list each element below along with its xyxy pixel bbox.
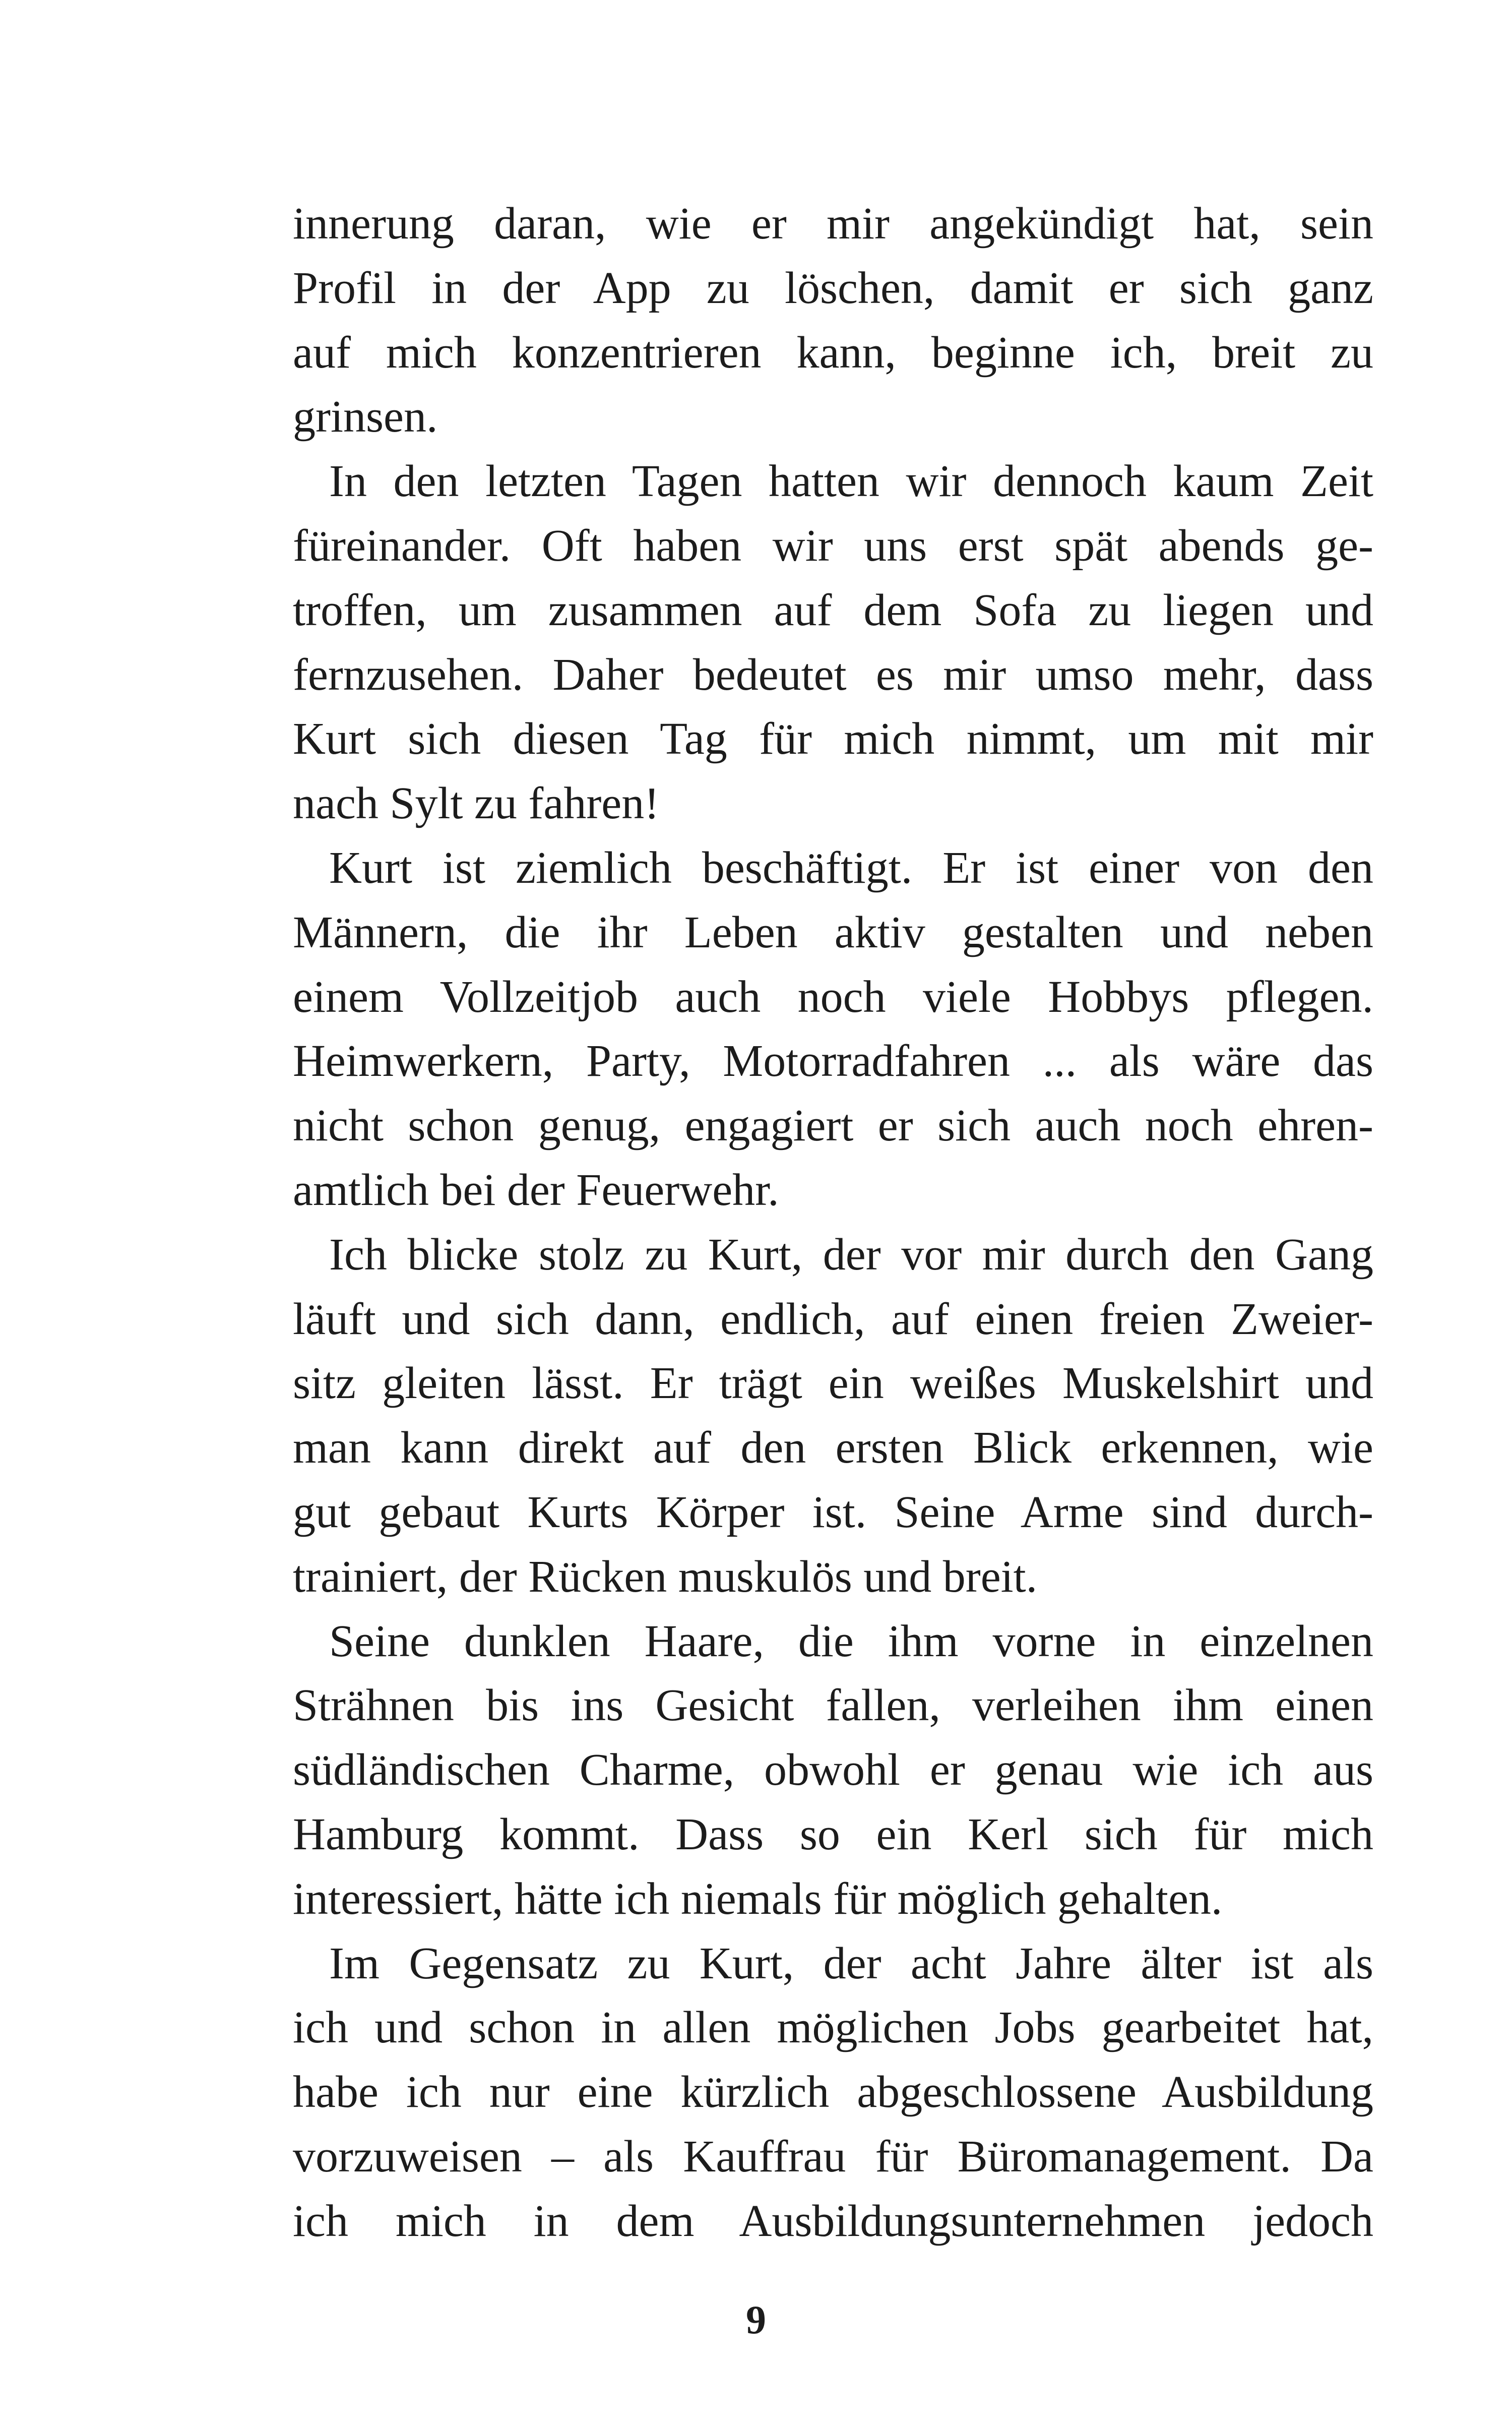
text-line: In den letzten Tagen hatten wir dennoch kaum Zeit <box>329 456 1373 507</box>
text-line: troffen, um zusammen auf dem Sofa zu liegen und <box>293 585 1373 635</box>
text-line: Ich blicke stolz zu Kurt, der vor mir durch den Gang <box>329 1229 1373 1280</box>
paragraph <box>293 836 1373 1223</box>
text-line: vorzuweisen – als Kauffrau für Büromanagement. Da <box>293 2131 1373 2182</box>
text-line: Profil in der App zu löschen, damit er sich ganz <box>293 263 1373 313</box>
text-line: gut gebaut Kurts Körper ist. Seine Arme sind durch- <box>293 1487 1373 1537</box>
text-line: Hamburg kommt. Dass so ein Kerl sich für mich <box>293 1809 1373 1859</box>
text-line: südländischen Charme, obwohl er genau wie ich aus <box>293 1745 1373 1795</box>
text-line: Im Gegensatz zu Kurt, der acht Jahre älter ist als <box>329 1938 1373 1988</box>
text-line: interessiert, hätte ich niemals für möglich gehalten. <box>293 1873 1223 1924</box>
text-line: Männern, die ihr Leben aktiv gestalten und neben <box>293 907 1373 957</box>
body-text <box>293 192 1373 2254</box>
text-line: sitz gleiten lässt. Er trägt ein weißes Muskelshirt und <box>293 1358 1373 1409</box>
paragraph <box>293 1931 1373 2254</box>
paragraph <box>293 1223 1373 1609</box>
text-line: auf mich konzentrieren kann, beginne ich, breit zu <box>293 327 1373 378</box>
text-line: innerung daran, wie er mir angekündigt hat, sein <box>293 199 1373 249</box>
text-line: habe ich nur eine kürzlich abgeschlossene Ausbildung <box>293 2067 1373 2118</box>
text-line: Heimwerkern, Party, Motorradfahren ... als wäre das <box>293 1036 1373 1086</box>
text-line: grinsen. <box>293 392 438 442</box>
text-line: läuft und sich dann, endlich, auf einen freien Zweier- <box>293 1294 1373 1344</box>
page-number: 9 <box>746 2298 766 2342</box>
text-line: nicht schon genug, engagiert er sich auch noch ehren- <box>293 1101 1373 1151</box>
text-line: ich und schon in allen möglichen Jobs gearbeitet hat, <box>293 2003 1373 2053</box>
text-line: nach Sylt zu fahren! <box>293 778 660 829</box>
text-line: einem Vollzeitjob auch noch viele Hobbys pflegen. <box>293 972 1373 1022</box>
text-line: fernzusehen. Daher bedeutet es mir umso mehr, dass <box>293 649 1373 700</box>
text-line: ich mich in dem Ausbildungsunternehmen jedoch <box>293 2196 1373 2246</box>
paragraph <box>293 192 1373 449</box>
text-line: Strähnen bis ins Gesicht fallen, verleihen ihm einen <box>293 1680 1373 1731</box>
paragraph <box>293 1609 1373 1931</box>
text-line: Seine dunklen Haare, die ihm vorne in einzelnen <box>329 1616 1373 1666</box>
text-line: man kann direkt auf den ersten Blick erkennen, wie <box>293 1423 1373 1473</box>
text-line: trainiert, der Rücken muskulös und breit. <box>293 1551 1038 1602</box>
text-line: Kurt ist ziemlich beschäftigt. Er ist einer von den <box>329 842 1373 893</box>
text-line: Kurt sich diesen Tag für mich nimmt, um mit mir <box>293 714 1373 764</box>
paragraph <box>293 449 1373 836</box>
text-line: amtlich bei der Feuerwehr. <box>293 1165 779 1215</box>
text-line: füreinander. Oft haben wir uns erst spät abends ge- <box>293 520 1373 571</box>
